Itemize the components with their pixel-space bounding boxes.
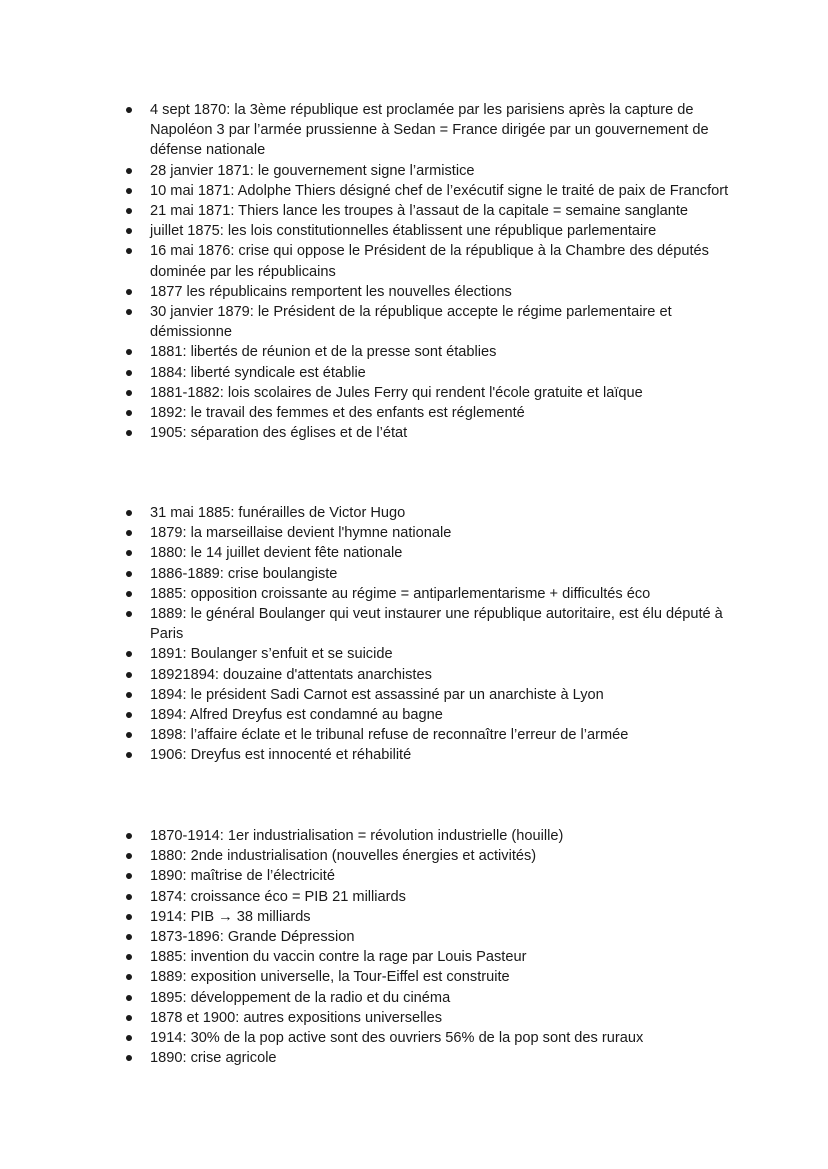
bullet-list — [0, 826, 828, 1068]
list-item — [0, 1008, 828, 1028]
bullet-icon — [126, 692, 132, 698]
bullet-icon — [126, 248, 132, 254]
bullet-icon — [126, 934, 132, 940]
bullet-icon — [126, 894, 132, 900]
list-item-text: 1898: l’affaire éclate et le tribunal refuse de reconnaître l’erreur de l’armée — [150, 727, 629, 744]
bullet-icon — [126, 611, 132, 617]
list-item-text: 4 sept 1870: la 3ème république est proclamée par les parisiens après la capture de Napoléon 3 par l’armée prussienne à Sedan = France dirigée par un gouvernement de défense nationale — [150, 102, 709, 159]
bullet-icon — [126, 550, 132, 556]
list-item-text: 1889: le général Boulanger qui veut instaurer une république autoritaire, est élu député à Paris — [150, 606, 723, 643]
list-item-text: 1914: PIB → 38 milliards — [150, 908, 311, 925]
list-item — [0, 907, 828, 927]
bullet-icon — [126, 309, 132, 315]
list-item — [0, 967, 828, 987]
bullet-icon — [126, 188, 132, 194]
list-item-text: 1885: invention du vaccin contre la rage par Louis Pasteur — [150, 949, 527, 966]
list-item-text: 1892: le travail des femmes et des enfants est réglementé — [150, 405, 525, 422]
list-item-text: 1914: 30% de la pop active sont des ouvriers 56% de la pop sont des ruraux — [150, 1030, 644, 1047]
list-item — [0, 887, 828, 907]
list-item — [0, 644, 828, 664]
bullet-icon — [126, 430, 132, 436]
bullet-icon — [126, 752, 132, 758]
bullet-icon — [126, 833, 132, 839]
bullet-icon — [126, 954, 132, 960]
list-item-text: 1877 les républicains remportent les nouvelles élections — [150, 283, 512, 300]
bullet-icon — [126, 651, 132, 657]
list-item — [0, 383, 828, 403]
list-item — [0, 221, 828, 241]
list-item-text: 16 mai 1876: crise qui oppose le Président de la république à la Chambre des députés dominée par les républicains — [150, 243, 709, 280]
bullet-icon — [126, 289, 132, 295]
list-item-text: 1880: 2nde industrialisation (nouvelles énergies et activités) — [150, 848, 537, 865]
list-item — [0, 705, 828, 725]
list-item-text: 31 mai 1885: funérailles de Victor Hugo — [150, 505, 406, 521]
list-item-text: 10 mai 1871: Adolphe Thiers désigné chef de l’exécutif signe le traité de paix de Francfort — [150, 182, 729, 199]
list-item-text: 1885: opposition croissante au régime = antiparlementarisme + difficultés éco — [150, 585, 651, 602]
list-item — [0, 927, 828, 947]
bullet-icon — [126, 1035, 132, 1041]
list-item — [0, 523, 828, 543]
bullet-icon — [126, 370, 132, 376]
list-item — [0, 423, 828, 443]
list-item-text: 1879: la marseillaise devient l'hymne nationale — [150, 525, 452, 542]
list-item — [0, 282, 828, 302]
list-item-text: 1873-1896: Grande Dépression — [150, 929, 355, 946]
bullet-icon — [126, 712, 132, 718]
list-item — [0, 161, 828, 181]
bullet-icon — [126, 510, 132, 516]
bullet-list — [0, 100, 828, 443]
list-item-text: 1870-1914: 1er industrialisation = révolution industrielle (houille) — [150, 828, 564, 844]
bullet-icon — [126, 390, 132, 396]
list-item-text: 1884: liberté syndicale est établie — [150, 364, 366, 381]
bullet-icon — [126, 530, 132, 536]
bullet-icon — [126, 1015, 132, 1021]
list-item-text: 1905: séparation des églises et de l’état — [150, 425, 408, 442]
bullet-icon — [126, 995, 132, 1001]
bullet-icon — [126, 168, 132, 174]
list-item — [0, 947, 828, 967]
list-item — [0, 665, 828, 685]
list-item-text: 1894: le président Sadi Carnot est assassiné par un anarchiste à Lyon — [150, 686, 604, 703]
list-item — [0, 604, 828, 644]
bullet-icon — [126, 974, 132, 980]
list-item — [0, 503, 828, 523]
list-item-text: 1890: maîtrise de l’électricité — [150, 868, 335, 885]
list-item-text: 18921894: douzaine d'attentats anarchistes — [150, 666, 432, 683]
list-item — [0, 1048, 828, 1068]
list-item — [0, 100, 828, 161]
list-item-text: 30 janvier 1879: le Président de la république accepte le régime parlementaire et démissionne — [150, 304, 672, 341]
list-item-text: 1889: exposition universelle, la Tour-Eiffel est construite — [150, 969, 510, 986]
list-item — [0, 241, 828, 281]
list-item-text: 1881: libertés de réunion et de la presse sont établies — [150, 344, 497, 361]
list-item — [0, 685, 828, 705]
list-item — [0, 302, 828, 342]
bullet-icon — [126, 410, 132, 416]
bullet-icon — [126, 349, 132, 355]
bullet-list — [0, 503, 828, 766]
list-item-text: 28 janvier 1871: le gouvernement signe l’armistice — [150, 162, 475, 179]
list-item-text: 1878 et 1900: autres expositions universelles — [150, 1009, 443, 1026]
list-item — [0, 564, 828, 584]
bullet-icon — [126, 853, 132, 859]
list-item-text: 1886-1889: crise boulangiste — [150, 565, 338, 582]
list-item — [0, 1028, 828, 1048]
list-item-text: 1880: le 14 juillet devient fête nationale — [150, 545, 403, 562]
list-item — [0, 543, 828, 563]
list-item — [0, 201, 828, 221]
list-item-text: 1890: crise agricole — [150, 1050, 277, 1067]
list-item — [0, 363, 828, 383]
list-item-text: 1895: développement de la radio et du cinéma — [150, 989, 451, 1006]
bullet-icon — [126, 591, 132, 597]
section-third-republic — [0, 100, 828, 443]
bullet-icon — [126, 571, 132, 577]
list-item-text: 1906: Dreyfus est innocenté et réhabilité — [150, 747, 412, 764]
list-item-text: 21 mai 1871: Thiers lance les troupes à l’assaut de la capitale = semaine sanglante — [150, 203, 689, 220]
list-item — [0, 988, 828, 1008]
list-item-text: 1894: Alfred Dreyfus est condamné au bagne — [150, 707, 443, 724]
bullet-icon — [126, 672, 132, 678]
bullet-icon — [126, 914, 132, 920]
list-item-text: 1891: Boulanger s’enfuit et se suicide — [150, 646, 393, 663]
list-item — [0, 403, 828, 423]
bullet-icon — [126, 228, 132, 234]
list-item — [0, 584, 828, 604]
bullet-icon — [126, 208, 132, 214]
bullet-icon — [126, 1055, 132, 1061]
list-item-text: 1881-1882: lois scolaires de Jules Ferry qui rendent l'école gratuite et laïque — [150, 384, 643, 401]
section-crises — [0, 503, 828, 766]
bullet-icon — [126, 107, 132, 113]
list-item — [0, 866, 828, 886]
list-item — [0, 725, 828, 745]
list-item — [0, 181, 828, 201]
list-item — [0, 826, 828, 846]
list-item-text: 1874: croissance éco = PIB 21 milliards — [150, 888, 406, 905]
bullet-icon — [126, 873, 132, 879]
bullet-icon — [126, 732, 132, 738]
list-item — [0, 846, 828, 866]
list-item — [0, 342, 828, 362]
list-item — [0, 745, 828, 765]
list-item-text: juillet 1875: les lois constitutionnelles établissent une république parlementaire — [150, 223, 657, 240]
section-industrialisation — [0, 826, 828, 1068]
